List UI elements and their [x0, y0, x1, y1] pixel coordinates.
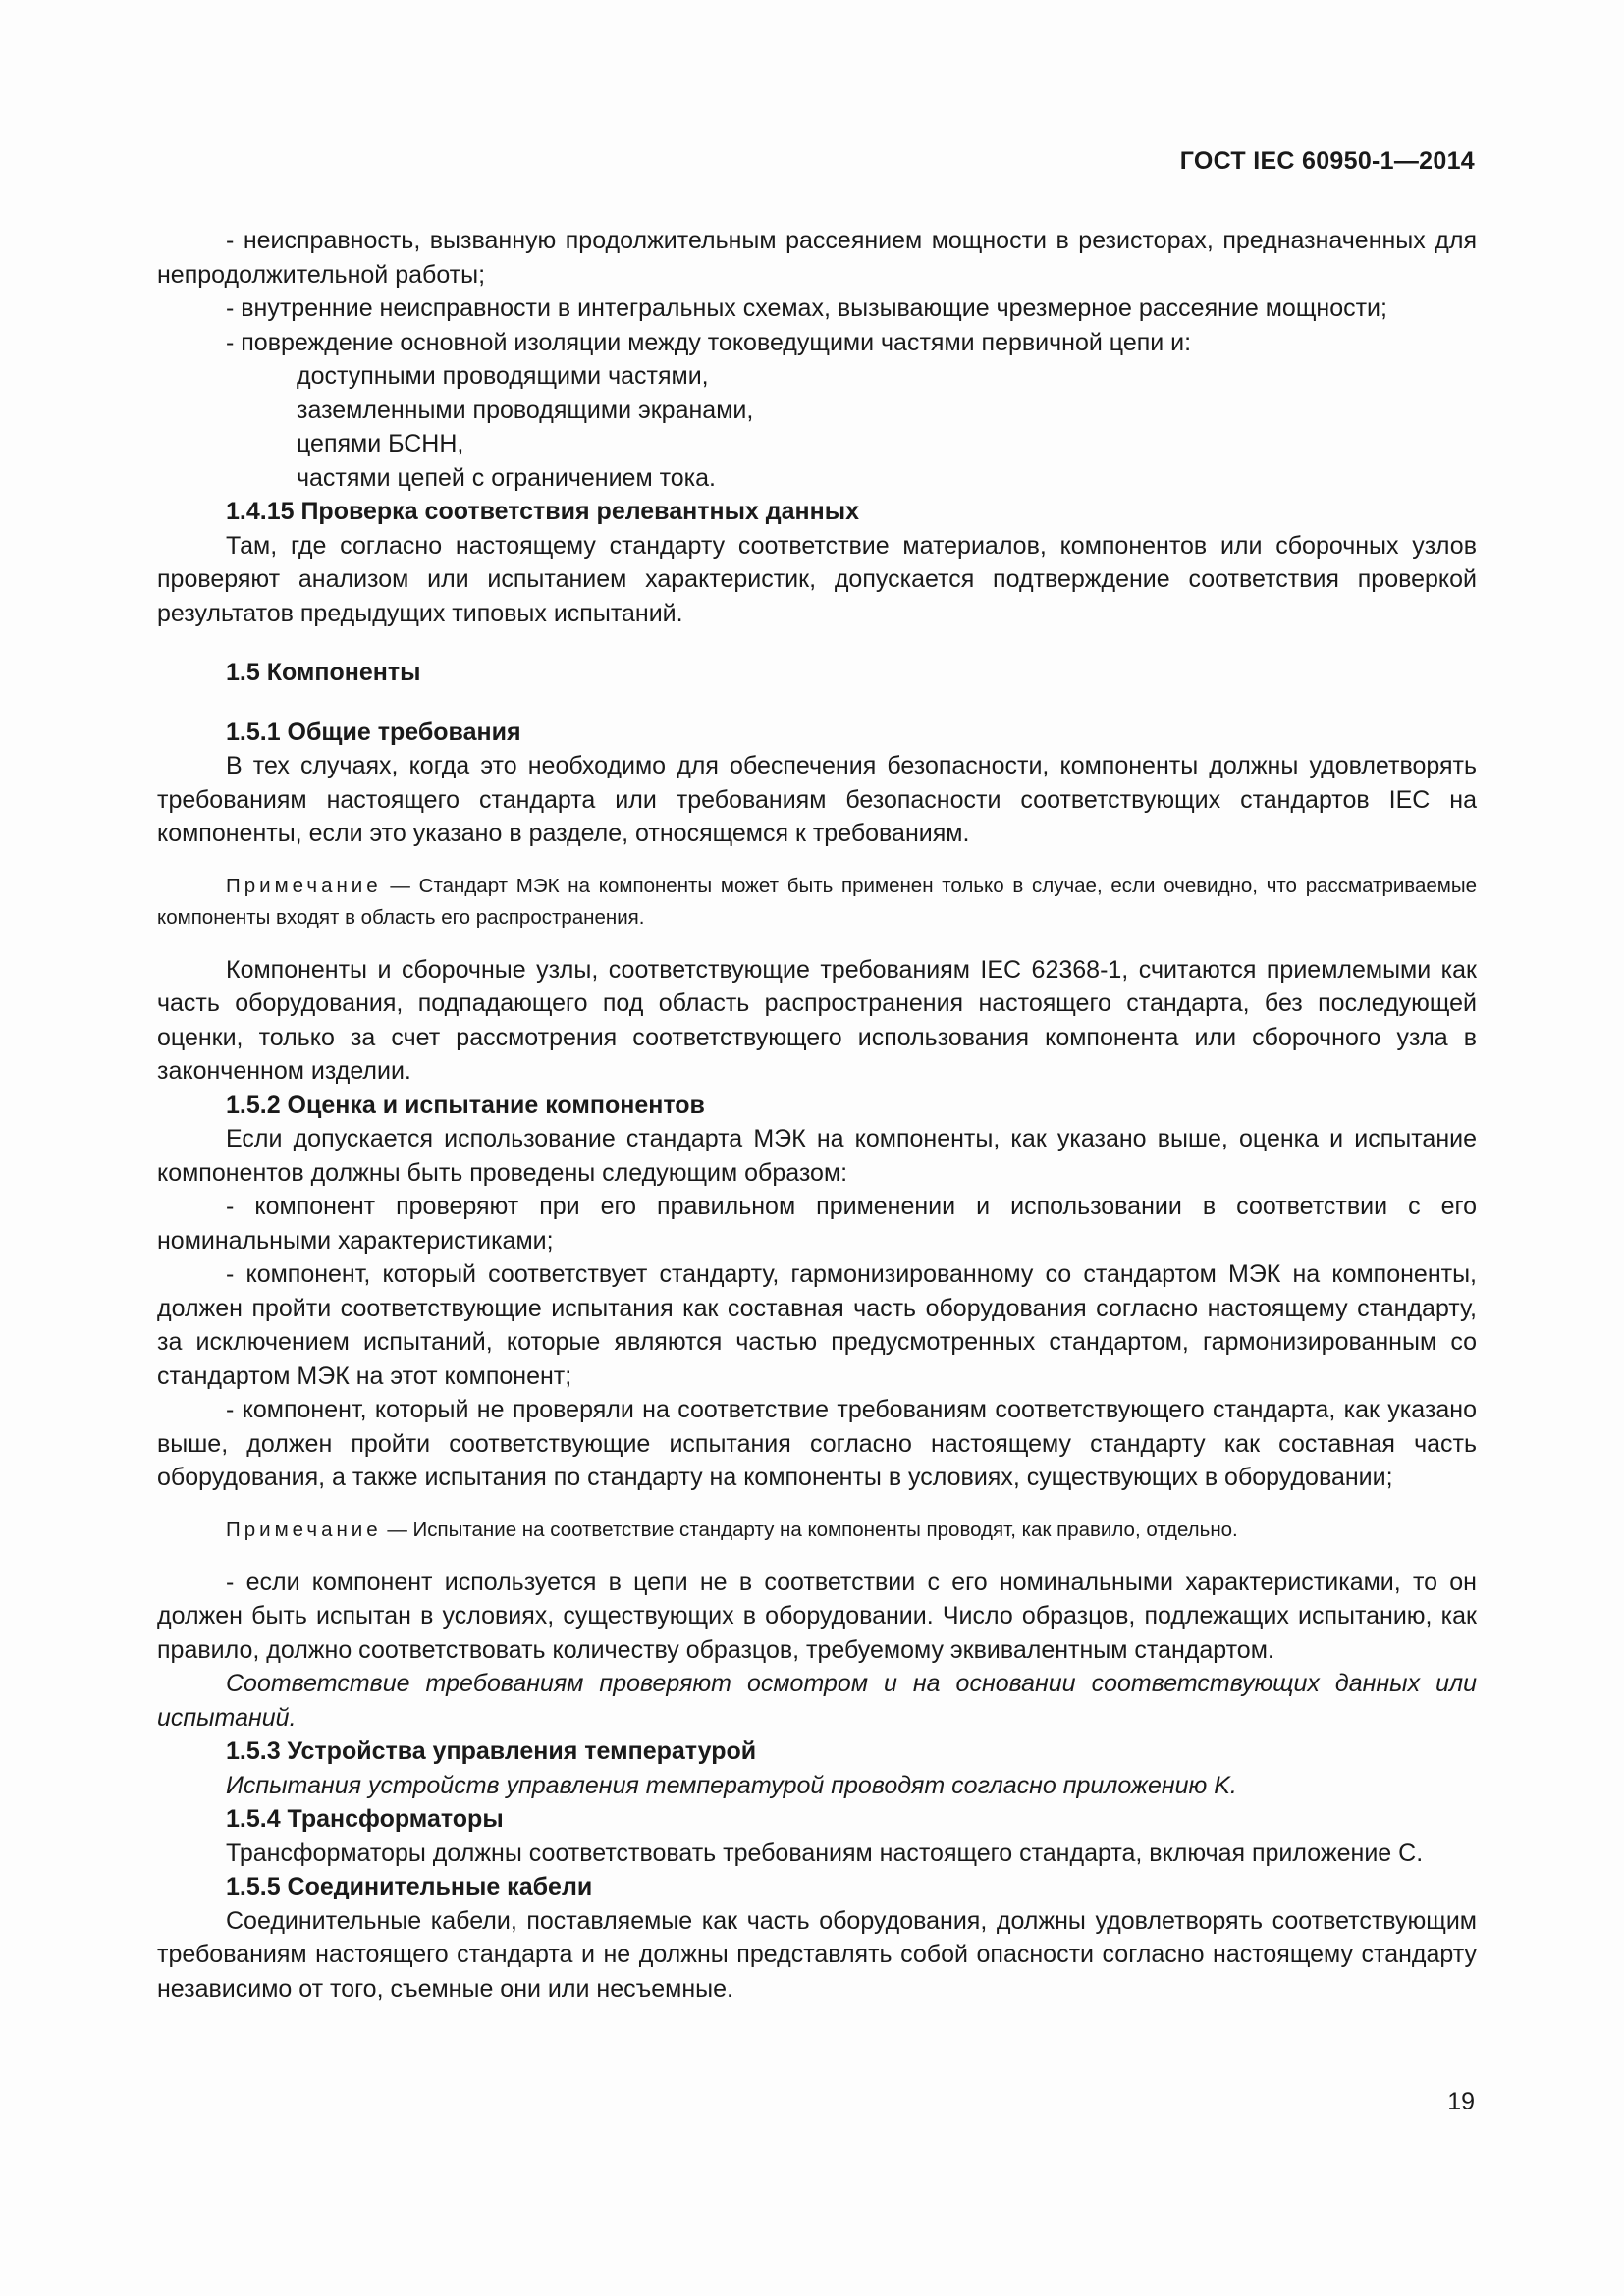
list-item: - внутренние неисправности в интегральных схемах, вызывающие чрезмерное рассеяние мощности;	[226, 294, 1387, 322]
section-heading-1-4-15: 1.4.15 Проверка соответствия релевантных данных	[226, 498, 859, 525]
note-text: — Испытание на соответствие стандарту на компоненты проводят, как правило, отдельно.	[381, 1518, 1238, 1541]
section-heading-1-5: 1.5 Компоненты	[226, 659, 421, 686]
list-item: - компонент, который не проверяли на соответствие требованиям соответствующего стандарта, как указано выше, должен пройти соответствующие испытания согласно настоящему стандарту как составная часть оборудования, а также испытания по стандарту на компоненты в условиях, существующих в оборудовании;	[157, 1396, 1477, 1491]
list-item: - компонент, который соответствует стандарту, гармонизированному со стандартом МЭК на компоненты, должен пройти соответствующие испытания как составная часть оборудования согласно настоящему стандарту, за исключением испытаний, которые являются частью предусмотренных стандартом, гармонизированным со стандартом МЭК на этот компонент;	[157, 1260, 1477, 1390]
section-heading-1-5-3: 1.5.3 Устройства управления температурой	[226, 1737, 757, 1765]
section-heading-1-5-2: 1.5.2 Оценка и испытание компонентов	[226, 1091, 705, 1119]
note-text: — Стандарт МЭК на компоненты может быть применен только в случае, если очевидно, что рассматриваемые компоненты входят в область его распространения.	[157, 874, 1477, 929]
note	[157, 1515, 1477, 1546]
sub-list-item: заземленными проводящими экранами,	[297, 396, 754, 424]
page-number: 19	[1447, 2088, 1475, 2115]
sub-list-item: цепями БСНН,	[297, 430, 464, 457]
list-item: - если компонент используется в цепи не в соответствии с его номинальными характеристиками, то он должен быть испытан в условиях, существующих в оборудовании. Число образцов, подлежащих испытанию, как правило, должно соответствовать количеству образцов, требуемому эквивалентным стандартом.	[157, 1568, 1477, 1664]
paragraph: В тех случаях, когда это необходимо для обеспечения безопасности, компоненты должны удовлетворять требованиям настоящего стандарта или требованиям безопасности соответствующих стандартов IEC на компоненты, если это указано в разделе, относящемся к требованиям.	[157, 752, 1477, 847]
section-heading-1-5-1: 1.5.1 Общие требования	[226, 718, 521, 746]
note	[157, 871, 1477, 934]
paragraph: Трансформаторы должны соответствовать требованиям настоящего стандарта, включая приложение C.	[226, 1839, 1424, 1867]
paragraph: Если допускается использование стандарта МЭК на компоненты, как указано выше, оценка и испытание компонентов должны быть проведены следующим образом:	[157, 1125, 1477, 1187]
paragraph: Компоненты и сборочные узлы, соответствующие требованиям IEC 62368-1, считаются приемлемыми как часть оборудования, подпадающего под область распространения настоящего стандарта, без последующей оценки, только за счет рассмотрения соответствующего использования компонента или сборочного узла в законченном изделии.	[157, 955, 1477, 1085]
document-code-header: ГОСТ IEC 60950-1—2014	[1179, 147, 1475, 175]
list-item: - компонент проверяют при его правильном применении и использовании в соответствии с его номинальными характеристиками;	[157, 1193, 1477, 1255]
document-body	[157, 224, 1477, 2005]
sub-list-item: доступными проводящими частями,	[297, 362, 709, 390]
list-item: - повреждение основной изоляции между токоведущими частями первичной цепи и:	[226, 328, 1192, 356]
compliance-statement: Соответствие требованиям проверяют осмотром и на основании соответствующих данных или испытаний.	[157, 1670, 1477, 1732]
compliance-statement: Испытания устройств управления температурой проводят согласно приложению K.	[226, 1771, 1237, 1799]
section-heading-1-5-5: 1.5.5 Соединительные кабели	[226, 1873, 593, 1900]
paragraph: Соединительные кабели, поставляемые как часть оборудования, должны удовлетворять соответствующим требованиям настоящего стандарта и не должны представлять собой опасности согласно настоящему стандарту независимо от того, съемные они или несъемные.	[157, 1906, 1477, 2002]
list-item: - неисправность, вызванную продолжительным рассеянием мощности в резисторах, предназначенных для непродолжительной работы;	[157, 227, 1477, 289]
note-label: Примечание	[226, 874, 382, 897]
note-label: Примечание	[226, 1518, 382, 1541]
sub-list-item: частями цепей с ограничением тока.	[297, 463, 717, 492]
paragraph: Там, где согласно настоящему стандарту соответствие материалов, компонентов или сборочных узлов проверяют анализом или испытанием характеристик, допускается подтверждение соответствия проверкой результатов предыдущих типовых испытаний.	[157, 531, 1477, 627]
section-heading-1-5-4: 1.5.4 Трансформаторы	[226, 1805, 504, 1833]
